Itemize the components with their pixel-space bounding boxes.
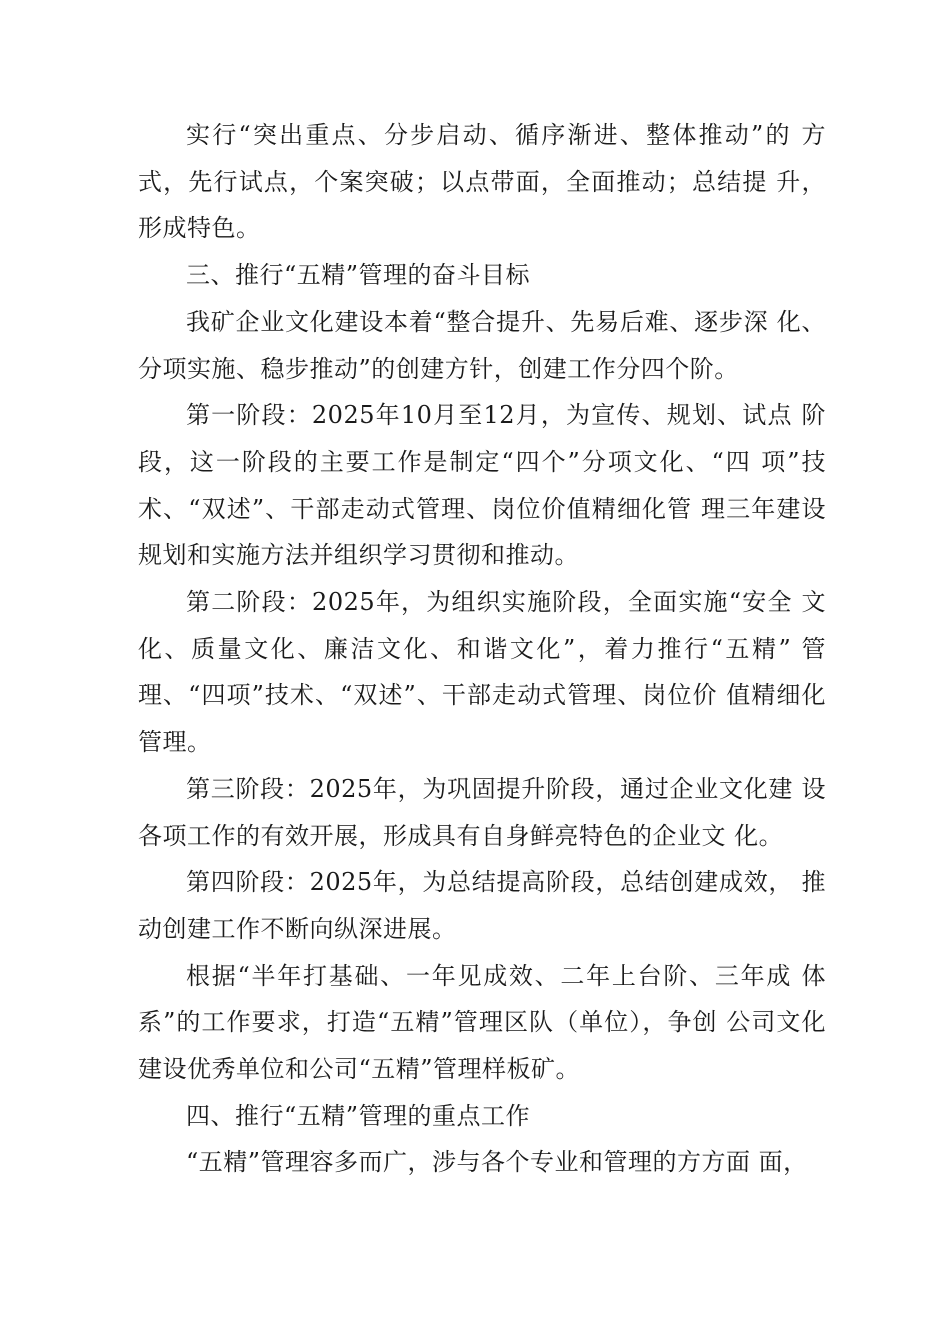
section-heading-key-work: 四、推行“五精”管理的重点工作 <box>186 1101 531 1130</box>
paragraph-policy: 我矿企业文化建设本着“整合提升、先易后难、逐步深 化、分项实施、稳步推动”的创建方针，创建工作分四个阶。 <box>138 307 826 383</box>
section-heading-goals: 三、推行“五精”管理的奋斗目标 <box>186 261 531 290</box>
paragraph-scope: “五精”管理容多而广，涉与各个专业和管理的方方面 面， <box>186 1148 808 1177</box>
paragraph-requirements: 根据“半年打基础、一年见成效、二年上台阶、三年成 体系”的工作要求，打造“五精”管理区队（单位），争创 公司文化建设优秀单位和公司“五精”管理样板矿。 <box>138 961 826 1084</box>
paragraph-stage-four: 第四阶段：2025年，为总结提高阶段，总结创建成效， 推动创建工作不断向纵深进展。 <box>138 868 826 943</box>
paragraph-stage-three: 第三阶段：2025年，为巩固提升阶段，通过企业文化建 设各项工作的有效开展，形成具有自身鲜亮特色的企业文 化。 <box>138 774 826 850</box>
document-page <box>138 112 826 1186</box>
paragraph-stage-two: 第二阶段：2025年，为组织实施阶段，全面实施“安全 文化、质量文化、廉洁文化、和谐文化”，着力推行“五精” 管理、“四项”技术、“双述”、干部走动式管理、岗位价 值精细化管理。 <box>138 588 826 757</box>
paragraph-approach: 实行“突出重点、分步启动、循序渐进、整体推动”的 方式，先行试点，个案突破；以点带面，全面推动；总结提 升，形成特色。 <box>138 121 826 243</box>
paragraph-stage-one: 第一阶段：2025年10月至12月，为宣传、规划、试点 阶段，这一阶段的主要工作是制定“四个”分项文化、“四 项”技术、“双述”、干部走动式管理、岗位价值精细化管 理三年建设规划和实施方法并组织学习贯彻和推动。 <box>138 401 826 570</box>
